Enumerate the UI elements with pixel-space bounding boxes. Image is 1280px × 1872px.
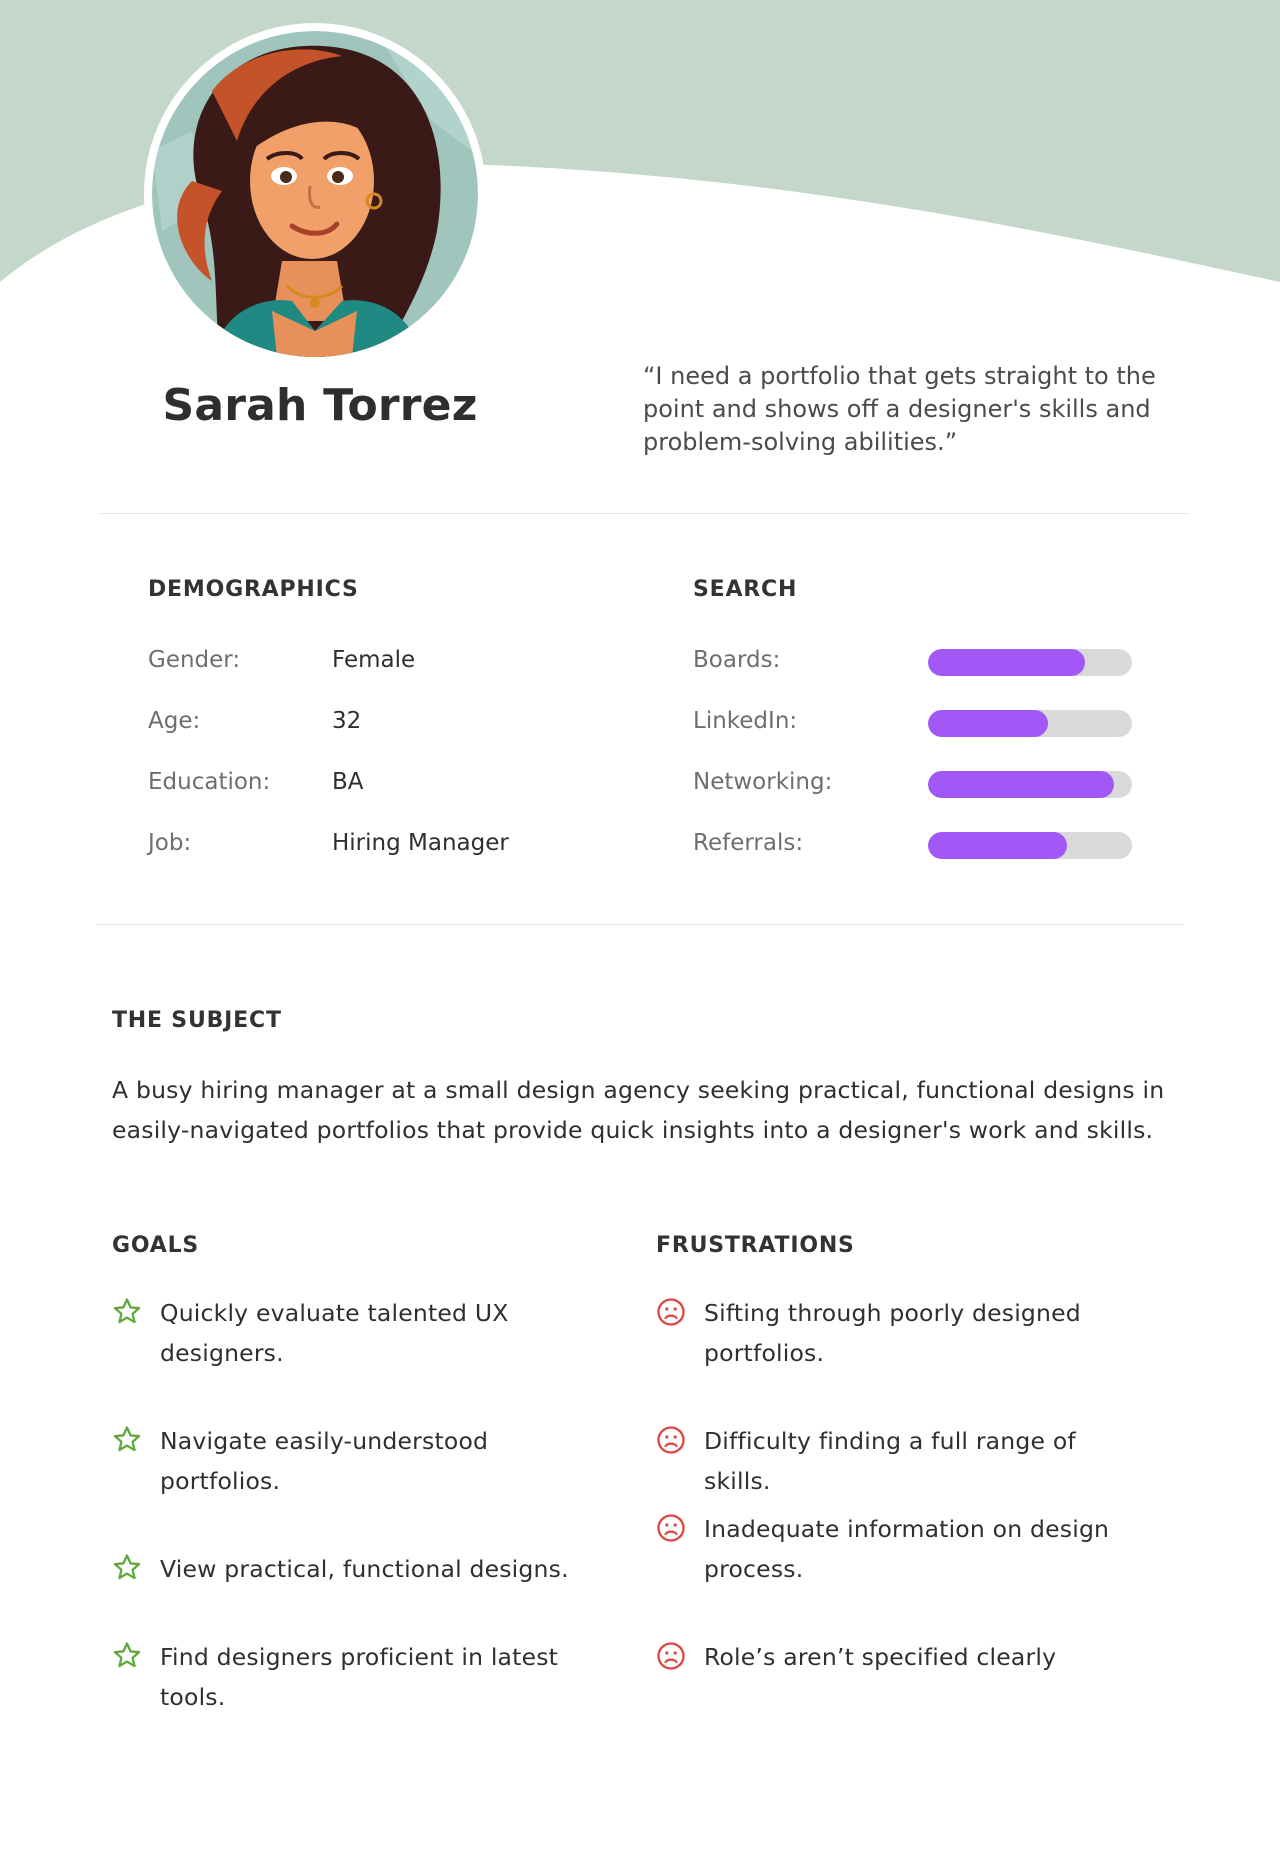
goal-item: [112, 1421, 582, 1501]
frustration-text: Sifting through poorly designed portfolios.: [704, 1299, 1081, 1367]
star-outline-icon: [112, 1297, 142, 1327]
frustration-text: Difficulty finding a full range of skills.: [704, 1427, 1076, 1495]
demographics-value: Hiring Manager: [332, 830, 509, 856]
avatar: [144, 23, 486, 365]
frustrations-heading: FRUSTRATIONS: [656, 1233, 855, 1258]
demographics-value: Female: [332, 647, 416, 673]
goal-item: [112, 1637, 582, 1717]
search-level-fill: [928, 710, 1048, 737]
search-row-boards: [693, 647, 1133, 687]
frustration-item: [656, 1637, 1126, 1677]
search-row-networking: [693, 769, 1133, 809]
search-label: Networking:: [693, 769, 833, 795]
demographics-row-gender: [148, 647, 628, 687]
divider: [96, 924, 1184, 925]
goal-text: Find designers proficient in latest tools.: [160, 1643, 559, 1711]
search-heading: SEARCH: [693, 577, 798, 602]
sad-face-icon: [656, 1425, 686, 1455]
frustration-item: [656, 1293, 1126, 1373]
demographics-row-education: [148, 769, 628, 809]
demographics-label: Gender:: [148, 647, 241, 673]
demographics-label: Age:: [148, 708, 201, 734]
sad-face-icon: [656, 1513, 686, 1543]
sad-face-icon: [656, 1297, 686, 1327]
frustration-item: [656, 1421, 1126, 1501]
star-outline-icon: [112, 1641, 142, 1671]
goal-item: [112, 1549, 582, 1589]
search-label: Referrals:: [693, 830, 804, 856]
search-level-fill: [928, 771, 1114, 798]
persona-name: Sarah Torrez: [162, 380, 478, 431]
subject-description: A busy hiring manager at a small design agency seeking practical, functional designs in easily-navigated portfolios that provide quick insights into a designer's work and skills.: [112, 1076, 1165, 1144]
demographics-heading: DEMOGRAPHICS: [148, 577, 359, 602]
frustration-text: Inadequate information on design process.: [704, 1515, 1110, 1583]
search-row-referrals: [693, 830, 1133, 870]
demographics-value: BA: [332, 769, 364, 795]
goal-item: [112, 1293, 582, 1373]
search-row-linkedin: [693, 708, 1133, 748]
search-level-bar: [928, 771, 1132, 798]
search-level-bar: [928, 832, 1132, 859]
demographics-row-job: [148, 830, 628, 870]
goal-text: View practical, functional designs.: [160, 1555, 569, 1583]
demographics-value: 32: [332, 708, 362, 734]
search-level-fill: [928, 649, 1085, 676]
frustration-item: [656, 1509, 1126, 1589]
demographics-label: Education:: [148, 769, 271, 795]
goals-heading: GOALS: [112, 1233, 200, 1258]
persona-portrait-illustration: [152, 31, 478, 357]
frustration-text: Role’s aren’t specified clearly: [704, 1643, 1057, 1671]
subject-heading: THE SUBJECT: [112, 1008, 282, 1033]
search-label: Boards:: [693, 647, 781, 673]
goal-text: Navigate easily-understood portfolios.: [160, 1427, 489, 1495]
search-level-bar: [928, 649, 1132, 676]
goal-text: Quickly evaluate talented UX designers.: [160, 1299, 509, 1367]
search-level-bar: [928, 710, 1132, 737]
sad-face-icon: [656, 1641, 686, 1671]
star-outline-icon: [112, 1553, 142, 1583]
persona-quote: “I need a portfolio that gets straight to the point and shows off a designer's skills and problem-solving abilities.”: [643, 362, 1156, 456]
demographics-label: Job:: [148, 830, 192, 856]
search-level-fill: [928, 832, 1067, 859]
star-outline-icon: [112, 1425, 142, 1455]
search-label: LinkedIn:: [693, 708, 798, 734]
divider: [99, 513, 1189, 514]
demographics-row-age: [148, 708, 628, 748]
